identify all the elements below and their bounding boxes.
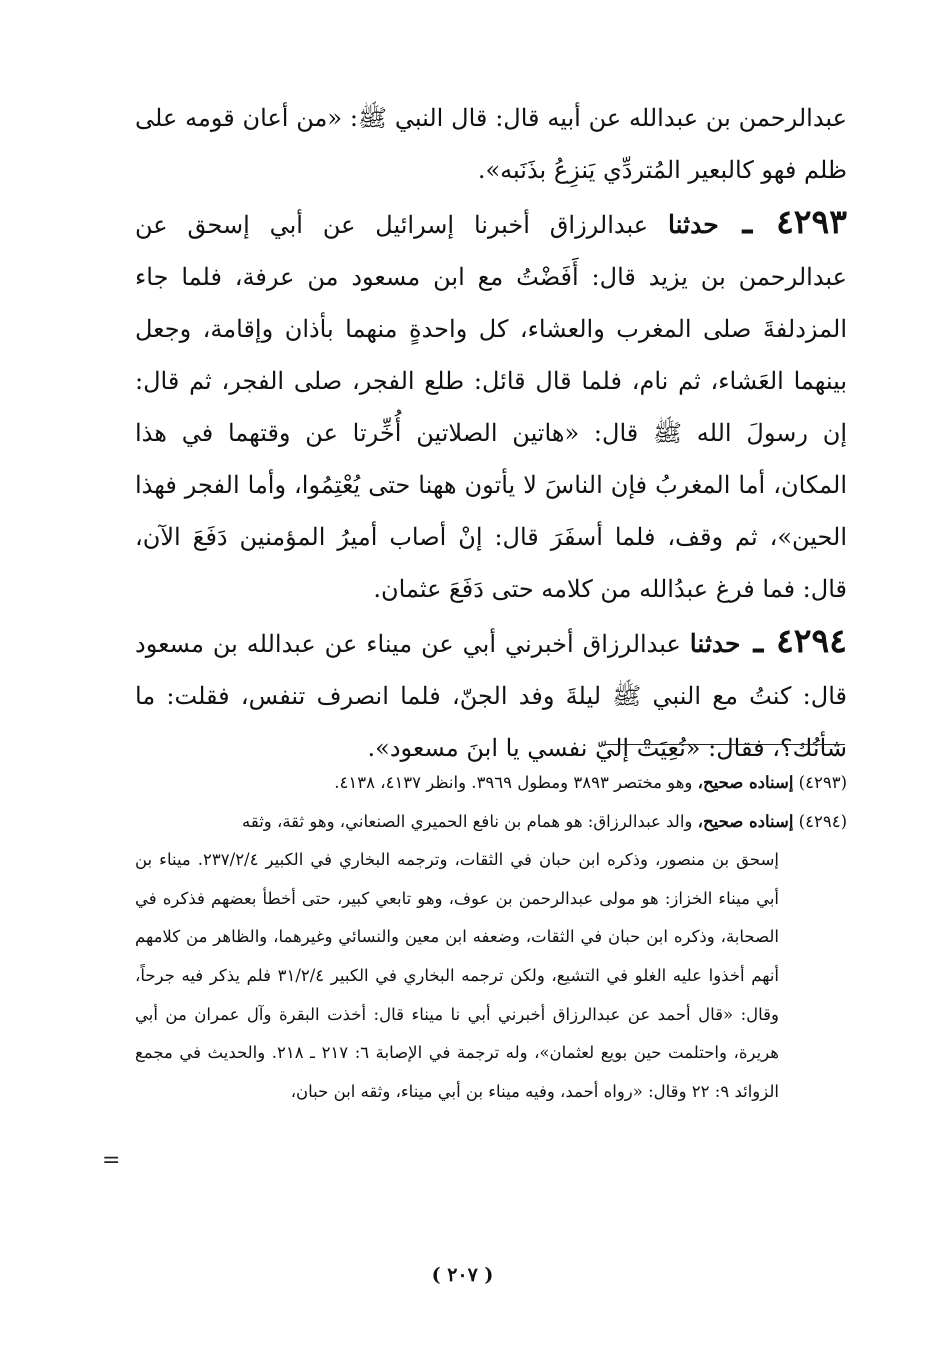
hadith-dash: ـ xyxy=(753,621,764,660)
footnotes xyxy=(135,764,847,1111)
hadith-4294 xyxy=(135,615,847,774)
hadith-keyword: حدثنا xyxy=(667,210,719,239)
hadith-dash: ـ xyxy=(742,202,753,241)
footnote-4294-continuation: إسحق بن منصور، وذكره ابن حبان في الثقات، وترجمه البخاري في الكبير ٢٣٧/٢/٤. ميناء بن أبي ميناء الخزاز: هو مولى عبدالرحمن بن عوف، وهو تابعي كبير، حتى أخطأ بعضهم فذكره في الصحابة، وذكره ابن حبان في الثقات، وضعفه ابن معين والنسائي وغيرهما، والظاهر من كلامهم أنهم أخذوا عليه الغلو في التشيع، ولكن ترجمه البخاري في الكبير ٣١/٢/٤ فلم يذكر فيه جرحاً، وقال: «قال أحمد عن عبدالرزاق أخبرني أبي نا ميناء قال: أخذت البقرة وآل عمران من أبي هريرة، واحتلمت حين بويع لعثمان»، وله ترجمة في الإصابة ٦: ٢١٧ ـ ٢١٨. والحديث في مجمع الزوائد ٩: ٢٢ وقال: «رواه أحمد، وفيه ميناء بن أبي ميناء، وثقه ابن حبان، xyxy=(135,850,779,1101)
hadith-number: ٤٢٩٤ xyxy=(776,621,847,660)
hadith-text: عبدالرزاق أخبرني أبي عن ميناء عن عبدالله بن مسعود قال: كنتُ مع النبي ﷺ ليلةَ وفد الجنّ، فلما انصرف تنفس، فقلت: ما شأنُك؟، فقال: «نُعِيَتْ إليّ نفسي يا ابنَ مسعود». xyxy=(135,630,847,762)
footnote-keyword: إسناده صحيح، xyxy=(697,811,794,831)
hadith-4293 xyxy=(135,196,847,615)
footnote-4293 xyxy=(135,764,847,803)
footnote-divider xyxy=(605,744,845,745)
hadith-text: عبدالرزاق أخبرنا إسرائيل عن أبي إسحق عن عبدالرحمن بن يزيد قال: أَفَضْتُ مع ابن مسعود من عرفة، فلما جاء المزدلفةَ صلى المغرب والعشاء، كل واحدةٍ منهما بأذان وإقامة، وجعل بينهما العَشاء، ثم نام، فلما قال قائل: طلع الفجر، صلى الفجر، ثم قال: إن رسولَ الله ﷺ قال: «هاتين الصلاتين أُخِّرتا عن وقتهما في هذا المكان، أما المغربُ فإن الناسَ لا يأتون ههنا حتى يُعْتِمُوا، وأما الفجر فهذا الحين»، ثم وقف، فلما أسفَرَ قال: إنْ أصاب أميرُ المؤمنين دَفَعَ الآن، قال: فما فرغ عبدُالله من كلامه حتى دَفَعَ عثمان. xyxy=(135,211,847,603)
footnote-4294 xyxy=(135,803,847,842)
footnote-keyword: إسناده صحيح، xyxy=(697,773,794,792)
intro-paragraph: عبدالرحمن بن عبدالله عن أبيه قال: قال النبي ﷺ: «من أعان قومه على ظلم فهو كالبعير المُتردِّي يَنزِعُ بذَنَبه». xyxy=(135,104,847,184)
main-text xyxy=(135,92,847,774)
footnote-number: (٤٢٩٤) xyxy=(798,811,847,831)
hadith-keyword: حدثنا xyxy=(689,629,741,658)
hadith-number: ٤٢٩٣ xyxy=(776,202,847,241)
continuation-mark: = xyxy=(102,1148,121,1173)
footnote-text: وهو مختصر ٣٨٩٣ ومطول ٣٩٦٩. وانظر ٤١٣٧، ٤١٣٨. xyxy=(334,773,693,792)
footnote-text: والد عبدالرزاق: هو همام بن نافع الحميري الصنعاني، وهو ثقة، وثقه xyxy=(242,811,693,831)
page-number: ( ٢٠٧ ) xyxy=(431,1264,494,1286)
footnote-number: (٤٢٩٣) xyxy=(798,773,847,792)
